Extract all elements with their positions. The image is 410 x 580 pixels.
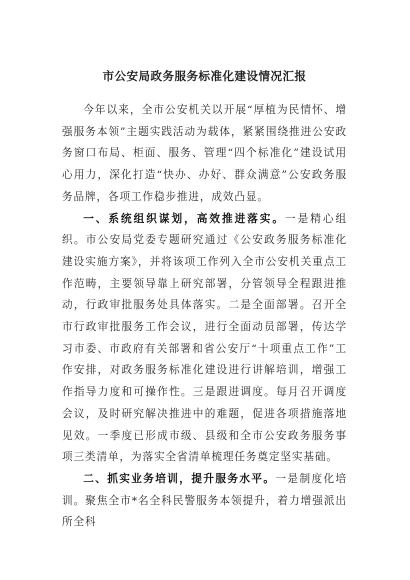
section-one-paragraph	[62, 209, 347, 469]
intro-paragraph	[62, 100, 347, 209]
section-two-heading: 二、抓实业务培训，提升服务水平。	[83, 472, 276, 485]
section-one-text: 一是精心组织。市公安局党委专题研究通过《公安政务服务标准化建设实施方案》，并将该项工作列入全市公安机关重点工作范畴，主要领导靠上研究部署，分管领导全程跟进推动，行政审批服务处具体落实。二是全面部署。召开全市行政审批服务工作会议，进行全面动员部署，传达学习市委、市政府有关部署和省公安厅“十项重点工作”工作安排，对政务服务标准化建设进行讲解培训，增强工作指导力度和可操作性。三是跟进调度。每月召开调度会议，及时研究解决推进中的难题，促进各项措施落地见效。一季度已形成市级、县级和全市公安政务服务事项三类清单，为落实全省清单梳理任务奠定坚实基础。	[62, 212, 348, 464]
intro-paragraph-text: 今年以来，全市公安机关以开展“厚植为民情怀、增强服务本领”主题实践活动为载体，紧紧围绕推进公安政务窗口布局、柜面、服务、管理“四个标准化”建设试用心用力，深化打造“快办、办好、群众满意”公安政务服务品牌，各项工作稳步推进，成效凸显。	[62, 104, 347, 203]
section-two-paragraph	[62, 469, 347, 534]
section-one-heading: 一、系统组织谋划，高效推进落实。	[83, 212, 286, 225]
section-two-text: 一是制度化培训。聚焦全市*名全科民警服务本领提升，着力增强派出所全科	[62, 472, 347, 529]
document-title: 市公安局政务服务标准化建设情况汇报	[102, 69, 307, 83]
